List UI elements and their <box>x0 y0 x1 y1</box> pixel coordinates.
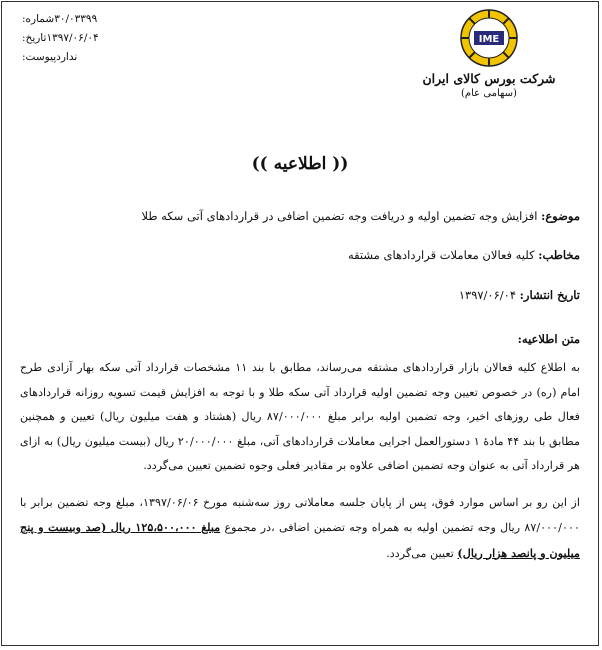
attachment-value: ندارد <box>56 51 78 63</box>
attachment-label: پیوست: <box>22 51 57 63</box>
date-value: ۱۳۹۷/۰۶/۰۴ <box>46 32 99 44</box>
subject-line <box>20 207 580 225</box>
body-paragraph-1: به اطلاع کلیه فعالان بازار قراردادهای مشتقه می‌رساند، مطابق با بند ۱۱ مشخصات قرارداد آتی سکه بهار آزادی طرح امام (ره) در خصوص تعیین وجه تضمین اولیه قرارداد آتی سکه طلا و با توجه به افزایش قیمت تسویه روزانه قراردادهای فعال طی روزهای اخیر، وجه تضمین اولیه برابر مبلغ ۸۷/۰۰۰/۰۰۰ ریال (هشتاد و هفت میلیون ریال) تعیین و همچنین مطابق با بند ۴۴ مادهٔ ۱ دستورالعمل اجرایی معاملات قراردادهای آتی، مبلغ ۲۰/۰۰۰/۰۰۰ ریال (بیست میلیون ریال) به ازای هر قرارداد آتی به عنوان وجه تضمین اضافی علاوه بر مقادیر فعلی وجوه تضمین تعیین می‌گردد. <box>20 361 581 472</box>
logo-text: IME <box>478 34 500 45</box>
total-amount-highlight: مبلغ ۱۲۵،۵۰۰،۰۰۰ ریال (صد وبیست و پنج میلیون و پانصد هزار ریال) <box>20 520 580 560</box>
announcement-title: (( اطلاعیه )) <box>251 154 349 174</box>
body-heading-line <box>20 330 580 348</box>
org-name: شرکت بورس کالای ایران <box>422 71 556 86</box>
ime-logo-icon <box>459 8 519 68</box>
subject-text: افزایش وجه تضمین اولیه و دریافت وجه تضمین اضافی در قراردادهای آتی سکه طلا <box>141 209 538 223</box>
number-label: شماره: <box>22 13 55 25</box>
body-heading: متن اطلاعیه: <box>517 332 580 346</box>
body-paragraph-2 <box>20 491 580 567</box>
meta-number-row <box>16 10 166 29</box>
audience-text: کلیه فعالان معاملات قراردادهای مشتقه <box>347 248 535 262</box>
subject-label: موضوع: <box>541 209 580 223</box>
letter-meta <box>16 10 166 67</box>
publish-date: ۱۳۹۷/۰۶/۰۴ <box>458 288 517 302</box>
number-value: ۳۰/۰۳۳۹۹ <box>54 13 98 25</box>
audience-label: مخاطب: <box>538 248 580 262</box>
publish-date-line <box>20 286 580 304</box>
paragraph-2-start: از این رو بر اساس موارد فوق، پس از پایان جلسه معاملاتی روز سه‌شنبه مورخ ۱۳۹۷/۰۶/۰۶، مبلغ وجه تضمین برابر با ۸۷/۰۰۰/۰۰۰ ریال وجه تضمین اولیه به همراه وجه تضمین اضافی ،در مجموع <box>20 495 580 534</box>
announcement-page <box>1 1 599 646</box>
meta-attachment-row <box>16 48 166 67</box>
date-label: تاریخ: <box>22 32 47 44</box>
org-subtitle: (سهامی عام) <box>461 88 517 99</box>
publish-label: تاریخ انتشار: <box>519 288 580 302</box>
meta-date-row <box>16 29 166 48</box>
org-header <box>394 8 584 101</box>
body-text <box>20 356 580 566</box>
audience-line <box>20 246 580 264</box>
paragraph-2-end: تعیین می‌گردد. <box>386 546 454 560</box>
